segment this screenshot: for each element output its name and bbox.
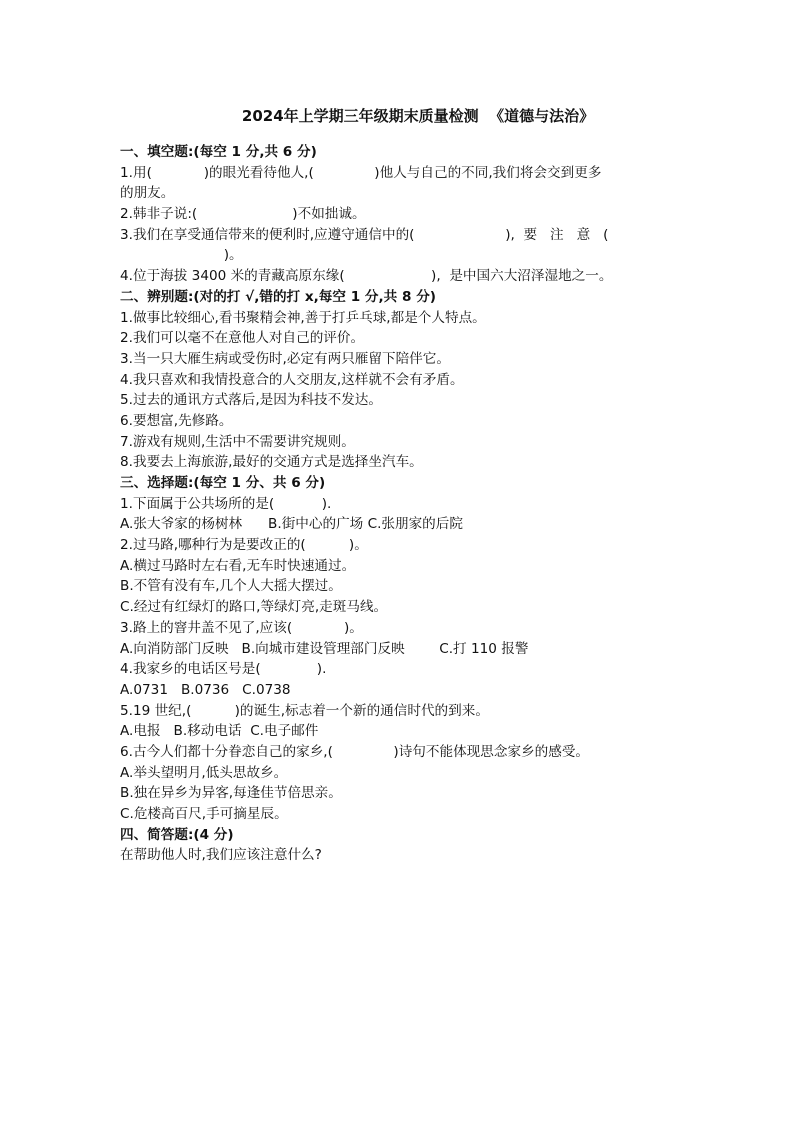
question-line: 3.我们在享受通信带来的便利时,应遵守通信中的( ), 要 注 意 ( [120,226,609,243]
question-line: 4.我只喜欢和我情投意合的人交朋友,这样就不会有矛盾。 [120,371,464,388]
question-line: 1.做事比较细心,看书聚精会神,善于打乒乓球,都是个人特点。 [120,309,486,326]
question-line: A.举头望明月,低头思故乡。 [120,764,288,781]
question-line: 1.用( )的眼光看待他人,( )他人与自己的不同,我们将会交到更多 [120,164,602,181]
exam-title: 2024年上学期三年级期末质量检测 《道德与法治》 [241,107,595,125]
question-line: 的朋友。 [120,185,175,202]
question-line: 1.下面属于公共场所的是( ). [120,495,332,512]
question-line: B.不管有没有车,几个人大摇大摆过。 [120,578,342,595]
question-line: 2.过马路,哪种行为是要改正的( )。 [120,537,368,554]
question-line: A.电报 B.移动电话 C.电子邮件 [120,723,319,740]
question-line: 5.过去的通讯方式落后,是因为科技不发达。 [120,392,382,409]
question-line: 在帮助他人时,我们应该注意什么? [120,847,322,864]
question-line: 4.位于海拔 3400 米的青藏高原东缘( ), 是中国六大沼泽湿地之一。 [120,268,613,285]
question-line: A.0731 B.0736 C.0738 [120,681,291,698]
question-line: 2.我们可以毫不在意他人对自己的评价。 [120,330,365,347]
exam-body [120,142,676,866]
question-line: )。 [120,247,243,264]
question-line: 3.路上的窨井盖不见了,应该( )。 [120,619,363,636]
question-line: 7.游戏有规则,生活中不需要讲究规则。 [120,433,355,450]
question-line: 6.要想富,先修路。 [120,412,233,429]
question-line: C.危楼高百尺,手可摘星辰。 [120,806,288,822]
section-heading: 四、简答题:(4 分) [120,826,234,843]
exam-content [120,104,676,866]
question-line: C.经过有红绿灯的路口,等绿灯亮,走斑马线。 [120,599,388,616]
question-line: 6.古今人们都十分眷恋自己的家乡,( )诗句不能体现思念家乡的感受。 [120,743,590,760]
question-line: 5.19 世纪,( )的诞生,标志着一个新的通信时代的到来。 [120,702,489,719]
question-line: B.独在异乡为异客,每逢佳节倍思亲。 [120,785,342,802]
question-line: 8.我要去上海旅游,最好的交通方式是选择坐汽车。 [120,454,423,471]
question-line: 3.当一只大雁生病或受伤时,必定有两只雁留下陪伴它。 [120,350,450,367]
question-line: 2.韩非子说:( )不如拙诚。 [120,206,366,223]
question-line: 4.我家乡的电话区号是( ). [120,661,327,678]
section-heading: 二、辨别题:(对的打 √,错的打 x,每空 1 分,共 8 分) [120,288,437,305]
section-heading: 一、填空题:(每空 1 分,共 6 分) [120,144,317,160]
question-line: A.张大爷家的杨树林 B.街中心的广场 C.张朋家的后院 [120,516,463,533]
question-line: A.向消防部门反映 B.向城市建设管理部门反映 C.打 110 报警 [120,640,529,657]
question-line: A.横过马路时左右看,无车时快速通过。 [120,557,356,574]
section-heading: 三、选择题:(每空 1 分、共 6 分) [120,475,326,491]
